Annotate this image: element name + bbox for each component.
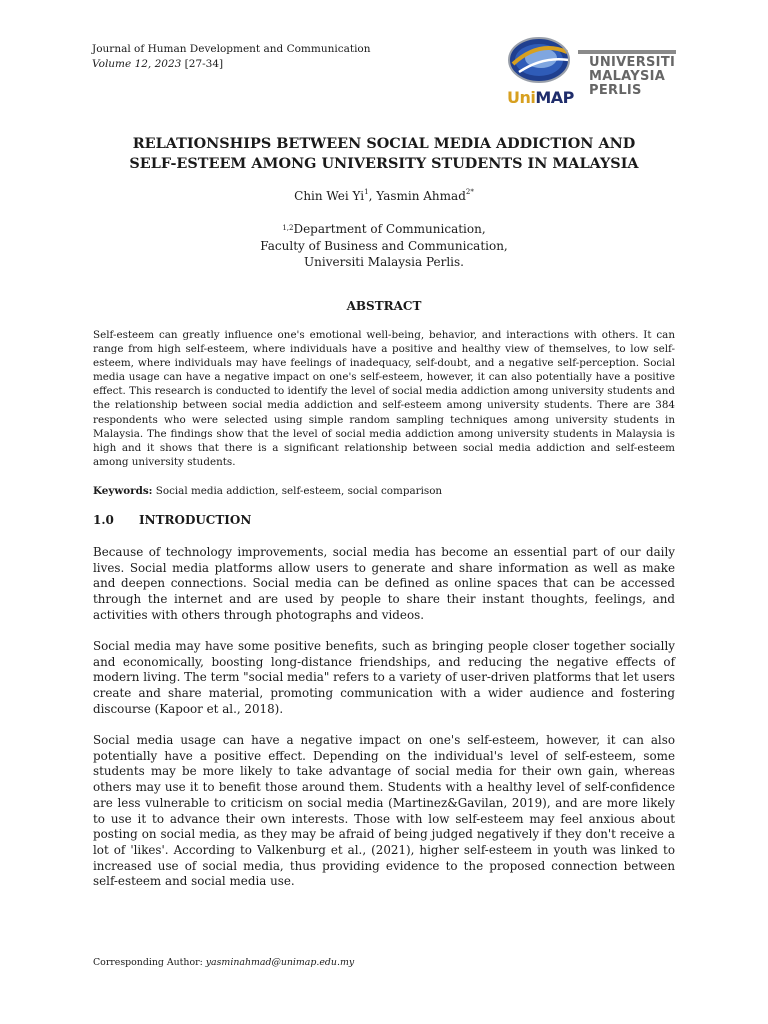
author-name: Yasmin Ahmad [376, 189, 466, 203]
intro-paragraph-1: Because of technology improvements, social media has become an essential part of our daily lives. Social media platforms allow users to generate and share information as well as make and deepen connections. Social media can be defined as online spaces that can be accessed through the internet and are used by people to share their instant thoughts, feelings, and activities with others through photographs and videos. [93, 545, 675, 622]
author-name: Chin Wei Yi [294, 189, 365, 203]
abstract-text: Self-esteem can greatly influence one's emotional well-being, behavior, and interactions with others. It can range from high self-esteem, where individuals have a positive and healthy view of themselves, to low self-esteem, where individuals may have feelings of inadequacy, self-doubt, and a negative self-perception. Social media usage can have a negative impact on one's self-esteem, however, it can also potentially have a positive effect. This research is conducted to identify the level of social media addiction among university students and the relationship between social media addiction and self-esteem among university students. There are 384 respondents who were selected using simple random sampling techniques among university students in Malaysia. The findings show that the level of social media addiction among university students in Malaysia is high and it shows that there is a significant relationship between social media addiction and self-esteem among university students. [93, 329, 675, 468]
journal-volume: Volume 12, 2023 [27-34] [92, 58, 224, 70]
university-logo [505, 34, 680, 110]
intro-paragraph-2: Social media may have some positive benefits, such as bringing people closer together socially and economically, boosting long-distance friendships, and reducing the negative effects of modern living. The term "social media" refers to a variety of user-driven platforms that let users create and share material, promoting communication with a wider audience and fostering discourse (Kapoor et al., 2018). [93, 639, 675, 716]
author-email-link[interactable]: yasminahmad@unimap.edu.my [205, 957, 355, 968]
keywords: Keywords: Social media addiction, self-esteem, social comparison [93, 485, 443, 497]
intro-paragraph-3: Social media usage can have a negative impact on one's self-esteem, however, it can also potentially have a positive effect. Depending on the individual's level of self-esteem, some students may be more likely to take advantage of social media for their own gain, whereas others may use it to benefit those around them. Students with a healthy level of self-confidence are less vulnerable to criticism on social media (Martinez&Gavilan, 2019), and are more likely to use it to advance their own interests. Those with low self-esteem may feel anxious about posting on social media, as they may be afraid of being judged negatively if they don't receive a lot of 'likes'. According to Valkenburg et al., (2021), higher self-esteem in youth was linked to increased use of social media, thus providing evidence to the proposed connection between self-esteem and social media use. [93, 733, 675, 889]
corresponding-author: Corresponding Author: yasminahmad@unimap.edu.my [93, 957, 355, 968]
unimap-wordmark: UniMAP [507, 88, 574, 107]
journal-name: Journal of Human Development and Communication [92, 43, 371, 55]
abstract-heading: ABSTRACT [346, 299, 422, 313]
section-heading: 1.0 INTRODUCTION [93, 513, 252, 527]
journal-header [92, 42, 371, 72]
paper-title: RELATIONSHIPS BETWEEN SOCIAL MEDIA ADDICTION AND SELF-ESTEEM AMONG UNIVERSITY STUDENTS IN MALAYSIA [129, 135, 639, 172]
university-name: UNIVERSITI MALAYSIA PERLIS [589, 55, 676, 98]
author-list: Chin Wei Yi$^1$, Yasmin Ahmad$^{2*}$ [294, 188, 474, 203]
affiliation: $^{1,2}$Department of Communication, Faculty of Business and Communication, Universiti Malaysia Perlis. [260, 222, 508, 269]
unimap-emblem-icon [505, 34, 577, 90]
